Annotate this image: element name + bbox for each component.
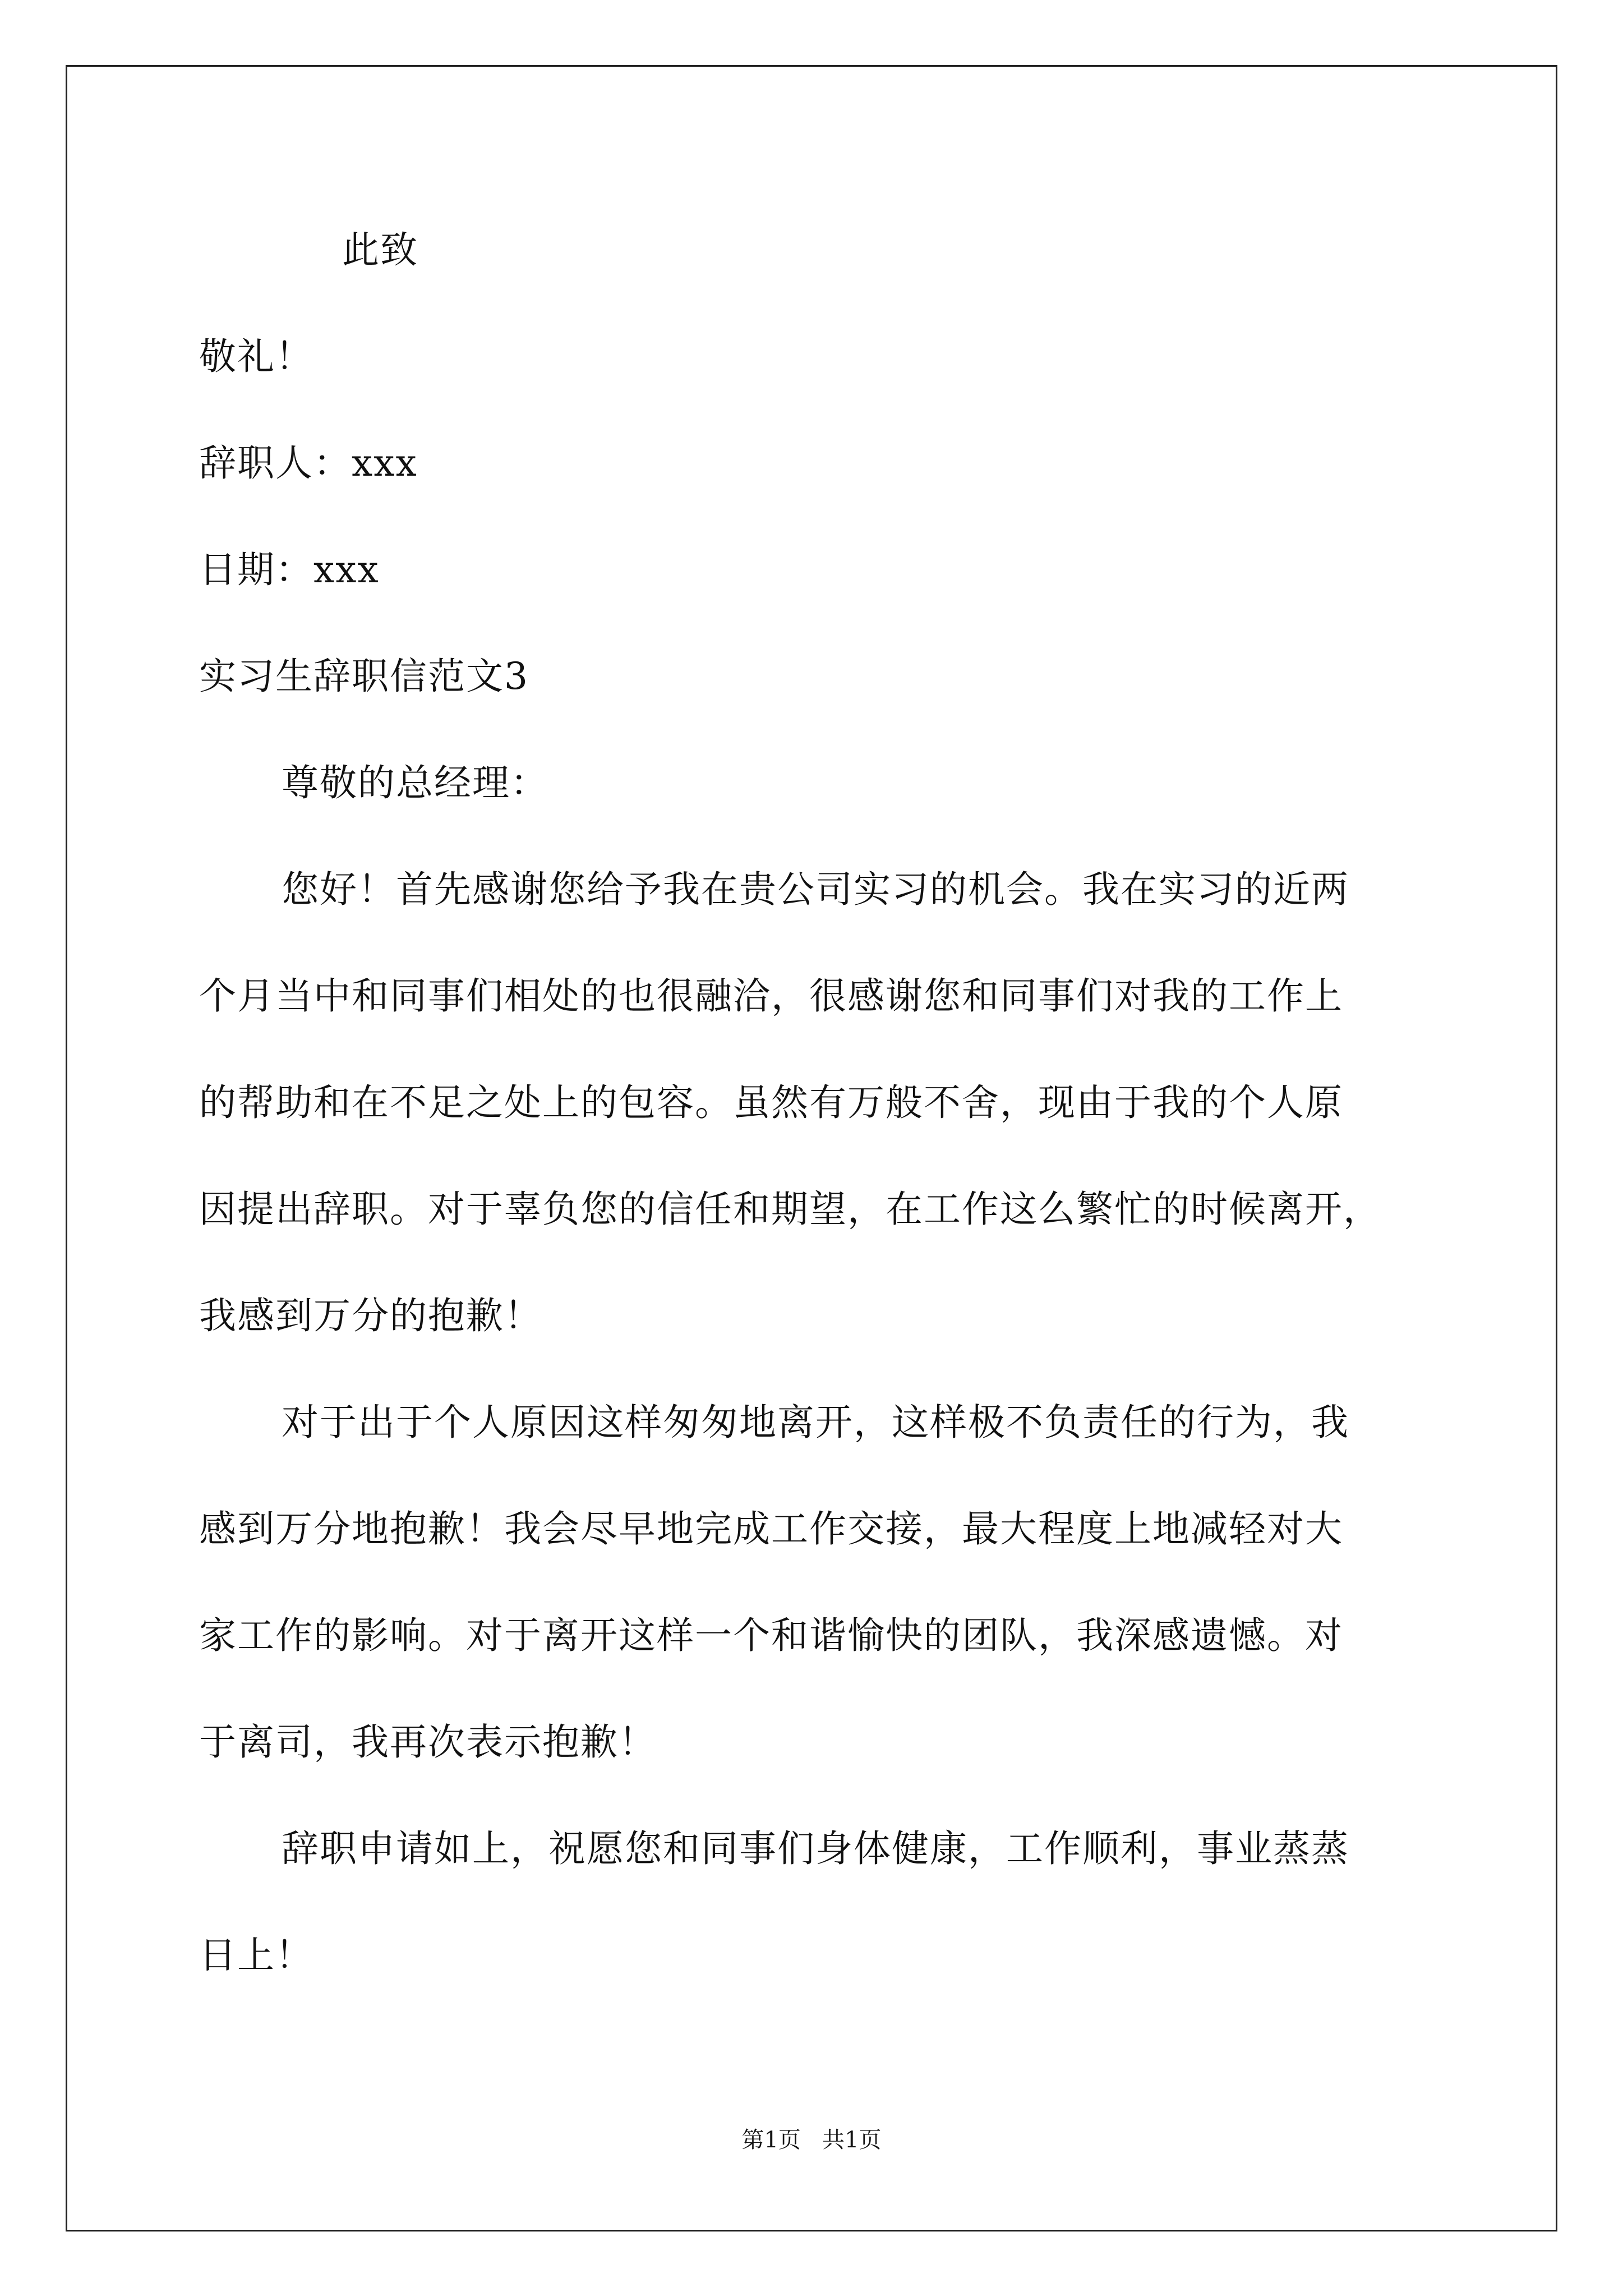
body-line: 我感到万分的抱歉！: [199, 1294, 542, 1337]
body-line: 于离司，我再次表示抱歉！: [199, 1720, 657, 1764]
body-line: 个月当中和同事们相处的也很融洽，很感谢您和同事们对我的工作上: [199, 974, 1343, 1018]
signer-line: 辞职人：xxx: [199, 441, 418, 485]
body-line: 的帮助和在不足之处上的包容。虽然有万般不舍，现由于我的个人原: [199, 1081, 1343, 1124]
date-line: 日期：xxx: [199, 548, 380, 591]
page-border: [66, 65, 1557, 2231]
page-footer: 第1页 共1页: [741, 2127, 882, 2153]
body-line: 家工作的影响。对于离开这样一个和谐愉快的团队，我深感遗憾。对: [199, 1614, 1343, 1657]
body-line: 辞职申请如上，祝愿您和同事们身体健康，工作顺利，事业蒸蒸: [282, 1827, 1349, 1870]
body-line: 感到万分地抱歉！我会尽早地完成工作交接，最大程度上地减轻对大: [199, 1507, 1343, 1550]
body-line: 对于出于个人原因这样匆匆地离开，这样极不负责任的行为，我: [282, 1401, 1349, 1444]
closing-line-2: 敬礼！: [199, 335, 313, 378]
section-title: 实习生辞职信范文3: [199, 655, 529, 698]
closing-line-1: 此致: [342, 228, 418, 272]
body-line: 因提出辞职。对于辜负您的信任和期望，在工作这么繁忙的时候离开，: [199, 1188, 1381, 1231]
salutation: 尊敬的总经理：: [282, 761, 548, 804]
body-line: 日上！: [199, 1934, 313, 1977]
body-line: 您好！首先感谢您给予我在贵公司实习的机会。我在实习的近两: [282, 868, 1349, 911]
